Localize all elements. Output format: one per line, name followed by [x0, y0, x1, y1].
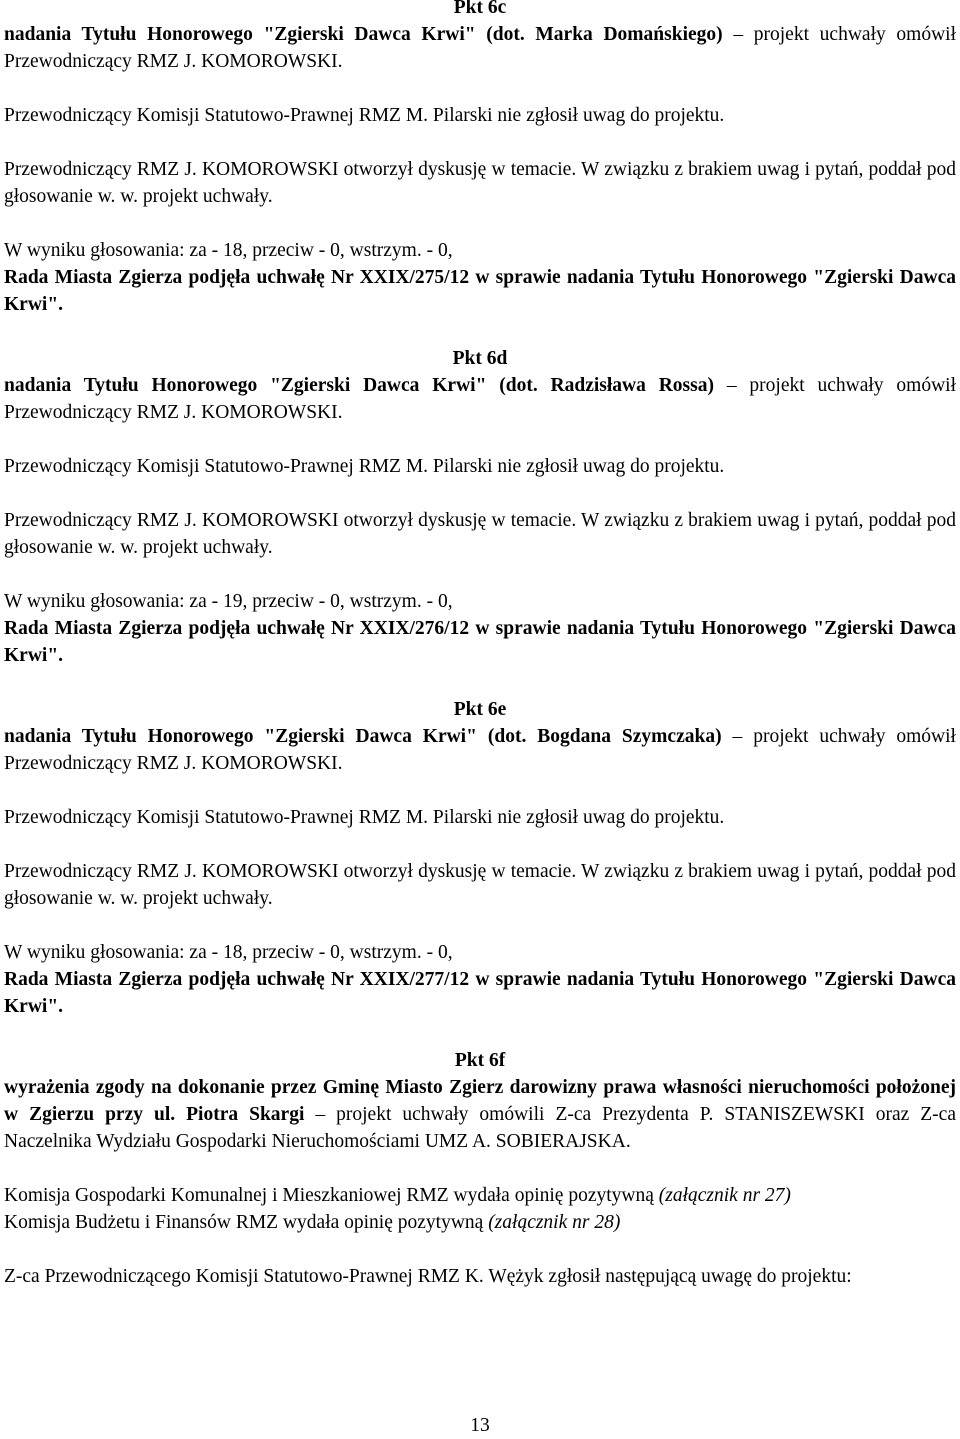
vote-result: W wyniku głosowania: za - 18, przeciw - 0, wstrzym. - 0,: [4, 942, 453, 963]
section-heading: Pkt 6f: [454, 1050, 506, 1071]
resolution-text: Rada Miasta Zgierza podjęła uchwałę Nr XXIX/275/12 w sprawie nadania Tytułu Honorowego "Zgierski Dawca Krwi".: [4, 267, 956, 315]
section-intro: [4, 21, 956, 75]
section-pkt-6c: [4, 0, 956, 345]
intro-title: wyrażenia zgody na dokonanie przez Gminę Miasto Zgierz darowizny prawa własności nieruchomości położonej w Zgierzu przy ul. Piotra Skargi: [4, 1077, 956, 1125]
discussion-note: Przewodniczący RMZ J. KOMOROWSKI otworzył dyskusję w temacie. W związku z brakiem uwag i pytań, poddał pod głosowanie w. w. projekt uchwały.: [4, 159, 956, 207]
attachment-ref: (załącznik nr 28): [488, 1212, 621, 1233]
intro-rest: – projekt uchwały omówili Z-ca Prezydenta P. STANISZEWSKI oraz Z-ca Naczelnika Wydziału Gospodarki Nieruchomościami UMZ A. SOBIERAJSKA.: [4, 1104, 956, 1152]
vote-result: W wyniku głosowania: za - 18, przeciw - 0, wstrzym. - 0,: [4, 240, 453, 261]
intro-title: nadania Tytułu Honorowego "Zgierski Dawca Krwi" (dot. Bogdana Szymczaka): [4, 726, 722, 747]
commission-note: Przewodniczący Komisji Statutowo-Prawnej RMZ M. Pilarski nie zgłosił uwag do projektu.: [4, 105, 725, 126]
section-intro: [4, 723, 956, 777]
remark-note: Z-ca Przewodniczącego Komisji Statutowo-Prawnej RMZ K. Wężyk zgłosił następującą uwagę do projektu:: [4, 1266, 852, 1287]
discussion-note: Przewodniczący RMZ J. KOMOROWSKI otworzył dyskusję w temacie. W związku z brakiem uwag i pytań, poddał pod głosowanie w. w. projekt uchwały.: [4, 510, 956, 558]
section-pkt-6f: [4, 1047, 956, 1290]
intro-title: nadania Tytułu Honorowego "Zgierski Dawca Krwi" (dot. Marka Domańskiego): [4, 24, 723, 45]
resolution-text: Rada Miasta Zgierza podjęła uchwałę Nr XXIX/277/12 w sprawie nadania Tytułu Honorowego "Zgierski Dawca Krwi".: [4, 969, 956, 1017]
document-page: [4, 0, 956, 1290]
page-number: 13: [470, 1415, 490, 1436]
attachment-ref: (załącznik nr 27): [658, 1185, 791, 1206]
section-pkt-6e: [4, 696, 956, 1047]
opinion-communal: [4, 1182, 956, 1209]
intro-rest: – projekt uchwały omówił Przewodniczący RMZ J. KOMOROWSKI.: [4, 726, 956, 774]
commission-note: Przewodniczący Komisji Statutowo-Prawnej RMZ M. Pilarski nie zgłosił uwag do projektu.: [4, 456, 725, 477]
discussion-note: Przewodniczący RMZ J. KOMOROWSKI otworzył dyskusję w temacie. W związku z brakiem uwag i pytań, poddał pod głosowanie w. w. projekt uchwały.: [4, 861, 956, 909]
commission-note: Przewodniczący Komisji Statutowo-Prawnej RMZ M. Pilarski nie zgłosił uwag do projektu.: [4, 807, 725, 828]
intro-rest: – projekt uchwały omówił Przewodniczący RMZ J. KOMOROWSKI.: [4, 24, 956, 72]
section-intro: [4, 372, 956, 426]
section-heading: Pkt 6d: [452, 348, 508, 369]
section-heading: Pkt 6e: [453, 699, 507, 720]
opinion-text: Komisja Budżetu i Finansów RMZ wydała opinię pozytywną: [4, 1212, 489, 1233]
resolution-text: Rada Miasta Zgierza podjęła uchwałę Nr XXIX/276/12 w sprawie nadania Tytułu Honorowego "Zgierski Dawca Krwi".: [4, 618, 956, 666]
vote-result: W wyniku głosowania: za - 19, przeciw - 0, wstrzym. - 0,: [4, 591, 453, 612]
opinion-budget: [4, 1209, 956, 1236]
section-pkt-6d: [4, 345, 956, 696]
intro-rest: – projekt uchwały omówił Przewodniczący RMZ J. KOMOROWSKI.: [4, 375, 956, 423]
section-intro: [4, 1074, 956, 1155]
intro-title: nadania Tytułu Honorowego "Zgierski Dawca Krwi" (dot. Radzisława Rossa): [4, 375, 714, 396]
opinion-text: Komisja Gospodarki Komunalnej i Mieszkaniowej RMZ wydała opinię pozytywną: [4, 1185, 659, 1206]
section-heading: Pkt 6c: [453, 0, 507, 18]
